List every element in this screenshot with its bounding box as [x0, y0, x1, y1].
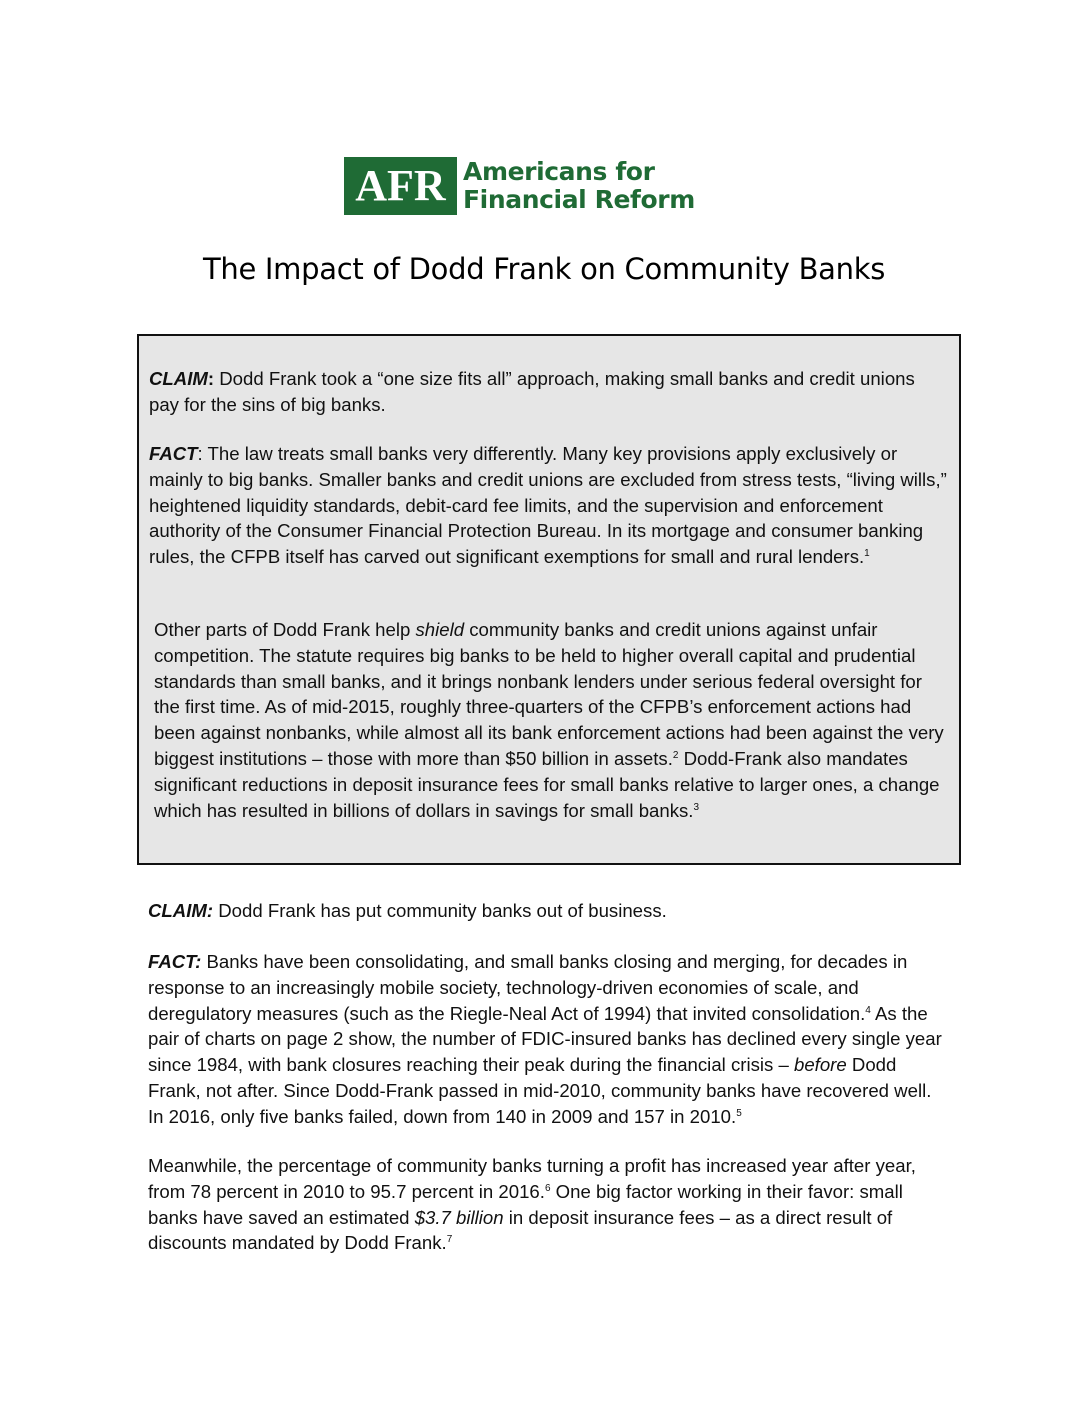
shield-paragraph: Other parts of Dodd Frank help shield community banks and credit unions against unfair competition. The statute requires big banks to be held to higher overall capital and prudential standards than small banks, and it brings nonbank lenders under serious federal oversight for the first time. As of mid-2015, roughly three-quarters of the CFPB’s enforcement actions had been against nonbanks, while almost all its bank enforcement actions had been against the very biggest institutions – those with more than $50 billion in assets.$^2$ Dodd-Frank also mandates significant reductions in deposit insurance fees for small banks relative to larger ones, a change which has resulted in billions of dollars in savings for small banks.$^3$ — [154, 619, 944, 821]
afr-logo — [344, 157, 695, 215]
footnote-ref-1: 1 — [864, 548, 870, 559]
logo-wordmark — [463, 157, 695, 215]
fact-2-paragraph: FACT: Banks have been consolidating, and small banks closing and merging, for decades in response to an increasingly mobile society, technology-driven economies of scale, and deregulatory measures (such as the Riegle-Neal Act of 1994) that invited consolidation.$^4$ As the pair of charts on page 2 show, the number of FDIC-insured banks has declined every single year since 1984, with bank closures reaching their peak during the financial crisis – before Dodd Frank, not after. Since Dodd-Frank passed in mid-2010, community banks have recovered well. In 2016, only five banks failed, down from 140 in 2009 and 157 in 2010.$^5$ — [148, 951, 942, 1127]
footnote-ref-6: 6 — [544, 1182, 551, 1194]
claim-2-label: CLAIM: — [148, 900, 214, 921]
footnote-ref-4: 4 — [865, 1004, 871, 1016]
logo-line-1: Americans for — [463, 157, 655, 186]
fact-1-text: : The law treats small banks very differently. Many key provisions apply exclusively or mainly to big banks. Smaller banks and credit unions are excluded from stress tests, “living wills,” heightened liquidity standards, debit-card fee limits, and the supervision and enforcement authority of the Consumer Financial Protection Bureau. In its mortgage and consumer banking rules, the CFPB itself has carved out significant exemptions for small and rural lenders. — [149, 443, 947, 568]
savings-emphasis: $3.7 billion — [414, 1206, 504, 1228]
logo-line-2: Financial Reform — [463, 185, 695, 214]
claim-fact-callout — [137, 334, 961, 865]
before-emphasis: before — [793, 1054, 847, 1076]
logo-abbr: AFR — [344, 157, 457, 215]
profit-paragraph: Meanwhile, the percentage of community banks turning a profit has increased year after year, from 78 percent in 2010 to 95.7 percent in 2016.$^6$ One big factor working in their favor: small banks have saved an estimated $3.7 billion in deposit insurance fees – as a direct result of discounts mandated by Dodd Frank.$^7$ — [148, 1155, 916, 1254]
footnote-ref-3: 3 — [693, 801, 700, 813]
fact-1-label: FACT — [149, 443, 198, 464]
footnote-ref-7: 7 — [446, 1234, 453, 1246]
fact-1-paragraph — [149, 441, 951, 570]
shield-emphasis: shield — [415, 619, 465, 640]
claim-1-label: CLAIM — [149, 368, 208, 389]
claim-1-text: Dodd Frank took a “one size fits all” approach, making small banks and credit unions pay for the sins of big banks. — [149, 368, 915, 415]
footnote-ref-5: 5 — [736, 1107, 742, 1119]
claim-1-paragraph: CLAIM: Dodd Frank took a “one size fits all” approach, making small banks and credit unions pay for the sins of big banks. — [149, 368, 915, 415]
claim-2-text: Dodd Frank has put community banks out of business. — [213, 900, 667, 921]
fact-2-label: FACT: — [148, 951, 202, 972]
footnote-ref-2: 2 — [672, 749, 679, 761]
page-title: The Impact of Dodd Frank on Community Banks — [202, 252, 886, 286]
claim-2-paragraph — [148, 898, 948, 924]
